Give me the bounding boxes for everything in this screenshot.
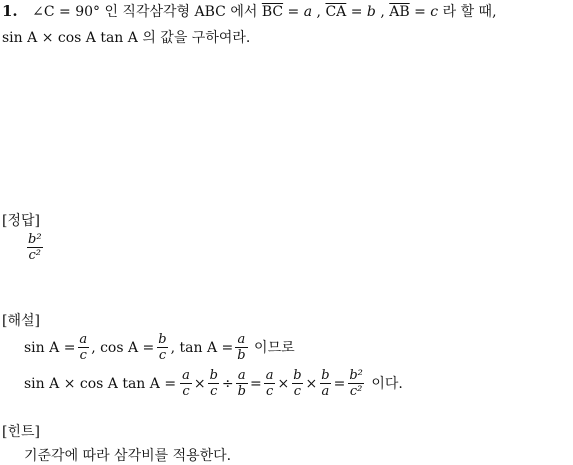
eq-sign: = <box>346 4 367 20</box>
times-sign: × <box>305 375 318 392</box>
equals-sign: = <box>333 375 346 392</box>
solution-tail-1: 이므로 <box>249 339 295 356</box>
frac-num: b² <box>349 368 363 383</box>
frac-num: b <box>158 332 167 347</box>
frac-num: b <box>293 368 302 383</box>
solution-line-1 <box>24 332 295 363</box>
times-sign: × <box>277 375 290 392</box>
segment-ab: $\overline{AB}$ <box>389 4 410 20</box>
solution-label: [해설] <box>2 313 40 329</box>
frac-den: c² <box>349 384 363 399</box>
sin-a-text: sin A = <box>24 339 76 356</box>
var-a: a <box>303 4 313 20</box>
frac-num: a <box>237 332 246 347</box>
answer-label: [정답] <box>2 213 40 229</box>
question-text-tail: 라 할 때, <box>438 4 497 20</box>
times-sign: × <box>193 375 206 392</box>
frac-den: c <box>210 384 218 399</box>
eq-sign: = <box>283 4 304 20</box>
hint-text: 기준각에 따라 삼각비를 적용한다. <box>24 448 232 464</box>
frac-den: c <box>79 348 87 363</box>
answer-numerator: b² <box>28 232 42 247</box>
eq-sign: = <box>409 4 431 20</box>
divide-sign: ÷ <box>221 375 234 392</box>
segment-bc: $\overline{BC}$ <box>261 4 284 20</box>
equals-sign: = <box>249 375 262 392</box>
answer-fraction <box>24 232 46 263</box>
comma: , <box>375 4 390 20</box>
frac-den: c <box>182 384 190 399</box>
var-b: b <box>366 4 376 20</box>
frac-num: a <box>265 368 274 383</box>
frac-num: b <box>321 368 330 383</box>
frac-den: b <box>237 348 246 363</box>
comma: , <box>312 4 326 20</box>
question-number: 1. <box>2 2 18 20</box>
solution-line-2 <box>24 368 403 399</box>
question-text-1: ∠C = 90° 인 직각삼각형 ABC 에서 <box>32 4 262 20</box>
answer-denominator: c² <box>28 248 42 263</box>
lhs-text: sin A × cos A tan A = <box>24 375 177 392</box>
tan-a-text: , tan A = <box>170 339 234 356</box>
frac-num: b <box>209 368 218 383</box>
cos-a-text: , cos A = <box>91 339 155 356</box>
question-line-2 <box>2 31 250 45</box>
frac-den: a <box>321 384 330 399</box>
question-line-1 <box>2 4 497 19</box>
frac-den: c <box>158 348 167 363</box>
frac-num: a <box>182 368 190 383</box>
segment-ca: $\overline{CA}$ <box>325 4 347 20</box>
frac-den: c <box>265 384 274 399</box>
var-c: c <box>430 4 439 20</box>
frac-num: a <box>237 368 246 383</box>
solution-tail-2: 이다. <box>366 375 403 392</box>
frac-num: a <box>79 332 88 347</box>
question-text-2: sin A × cos A tan A 의 값을 구하여라. <box>2 30 251 46</box>
frac-den: b <box>237 384 246 399</box>
frac-den: c <box>293 384 301 399</box>
hint-label: [힌트] <box>2 424 40 440</box>
